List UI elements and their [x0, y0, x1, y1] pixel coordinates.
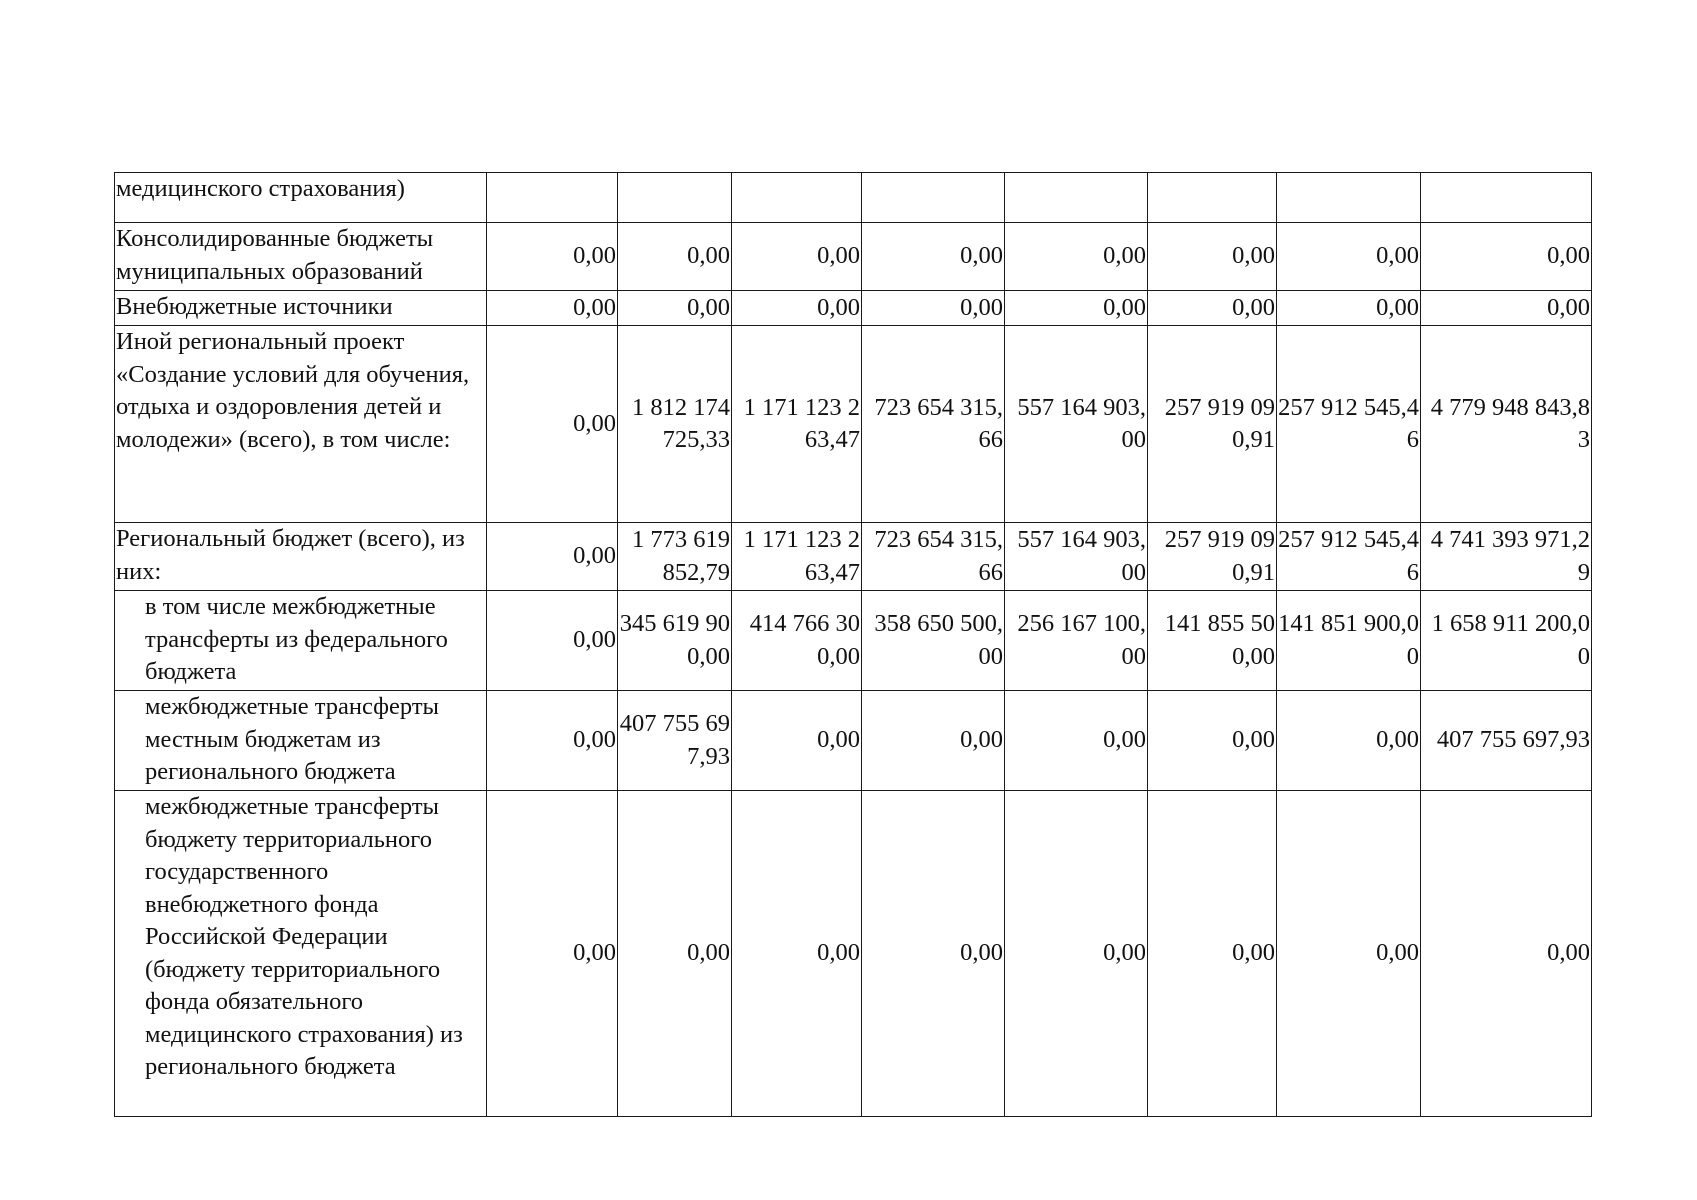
value-cell: 0,00: [487, 291, 618, 326]
value-cell: 0,00: [487, 326, 618, 523]
value-cell: 1 658 911 200,00: [1421, 591, 1592, 691]
value-cell: 0,00: [1277, 691, 1421, 791]
row-label: Внебюджетные источники: [115, 291, 487, 326]
value-cell: 257 912 545,46: [1277, 326, 1421, 523]
value-cell: 0,00: [618, 791, 732, 1117]
value-cell: [1005, 173, 1148, 223]
value-cell: [1277, 173, 1421, 223]
value-cell: 1 171 123 263,47: [732, 523, 862, 591]
value-cell: 723 654 315,66: [862, 326, 1005, 523]
value-cell: 1 773 619 852,79: [618, 523, 732, 591]
table-row: [115, 223, 1592, 291]
value-cell: [1421, 173, 1592, 223]
value-cell: 0,00: [1277, 791, 1421, 1117]
value-cell: 0,00: [732, 291, 862, 326]
table-row: [115, 791, 1592, 1117]
table-row: [115, 523, 1592, 591]
value-cell: 414 766 300,00: [732, 591, 862, 691]
value-cell: 723 654 315,66: [862, 523, 1005, 591]
value-cell: [487, 173, 618, 223]
row-label: межбюджетные трансферты бюджету территориального государственного внебюджетного фонда Российской Федерации (бюджету территориального фонда обязательного медицинского страхования) из регионального бюджета: [115, 791, 487, 1117]
value-cell: 0,00: [732, 691, 862, 791]
value-cell: 407 755 697,93: [618, 691, 732, 791]
value-cell: [732, 173, 862, 223]
value-cell: 257 919 090,91: [1148, 326, 1277, 523]
table-row: [115, 173, 1592, 223]
value-cell: 1 171 123 263,47: [732, 326, 862, 523]
value-cell: [862, 173, 1005, 223]
value-cell: 557 164 903,00: [1005, 523, 1148, 591]
table-row: [115, 326, 1592, 523]
value-cell: 0,00: [1277, 291, 1421, 326]
value-cell: 0,00: [487, 523, 618, 591]
value-cell: 257 912 545,46: [1277, 523, 1421, 591]
value-cell: 0,00: [1005, 691, 1148, 791]
value-cell: 0,00: [1005, 223, 1148, 291]
value-cell: 0,00: [1005, 791, 1148, 1117]
value-cell: 0,00: [732, 791, 862, 1117]
value-cell: 141 855 500,00: [1148, 591, 1277, 691]
value-cell: [1148, 173, 1277, 223]
table-row: [115, 591, 1592, 691]
value-cell: 345 619 900,00: [618, 591, 732, 691]
budget-table: [114, 172, 1592, 1117]
value-cell: 0,00: [862, 791, 1005, 1117]
value-cell: 0,00: [1421, 791, 1592, 1117]
value-cell: 0,00: [1148, 791, 1277, 1117]
value-cell: 0,00: [487, 691, 618, 791]
value-cell: 557 164 903,00: [1005, 326, 1148, 523]
value-cell: 0,00: [1005, 291, 1148, 326]
row-label: Консолидированные бюджеты муниципальных образований: [115, 223, 487, 291]
row-label: медицинского страхования): [115, 173, 487, 223]
value-cell: 0,00: [618, 223, 732, 291]
value-cell: 0,00: [1148, 691, 1277, 791]
value-cell: 0,00: [1421, 223, 1592, 291]
value-cell: 0,00: [862, 291, 1005, 326]
row-label: в том числе межбюджетные трансферты из федерального бюджета: [115, 591, 487, 691]
row-label: Региональный бюджет (всего), из них:: [115, 523, 487, 591]
row-label: Иной региональный проект «Создание условий для обучения, отдыха и оздоровления детей и молодежи» (всего), в том числе:: [115, 326, 487, 523]
value-cell: 0,00: [732, 223, 862, 291]
value-cell: 0,00: [1421, 291, 1592, 326]
table-row: [115, 291, 1592, 326]
value-cell: 0,00: [487, 791, 618, 1117]
value-cell: 0,00: [1277, 223, 1421, 291]
value-cell: 0,00: [487, 591, 618, 691]
value-cell: 4 741 393 971,29: [1421, 523, 1592, 591]
value-cell: 0,00: [1148, 223, 1277, 291]
value-cell: 407 755 697,93: [1421, 691, 1592, 791]
value-cell: 257 919 090,91: [1148, 523, 1277, 591]
value-cell: 0,00: [487, 223, 618, 291]
value-cell: 1 812 174 725,33: [618, 326, 732, 523]
table-row: [115, 691, 1592, 791]
value-cell: 0,00: [1148, 291, 1277, 326]
value-cell: 358 650 500,00: [862, 591, 1005, 691]
value-cell: 0,00: [862, 223, 1005, 291]
value-cell: 141 851 900,00: [1277, 591, 1421, 691]
value-cell: 0,00: [618, 291, 732, 326]
value-cell: 256 167 100,00: [1005, 591, 1148, 691]
row-label: межбюджетные трансферты местным бюджетам из регионального бюджета: [115, 691, 487, 791]
value-cell: 0,00: [862, 691, 1005, 791]
value-cell: [618, 173, 732, 223]
value-cell: 4 779 948 843,83: [1421, 326, 1592, 523]
